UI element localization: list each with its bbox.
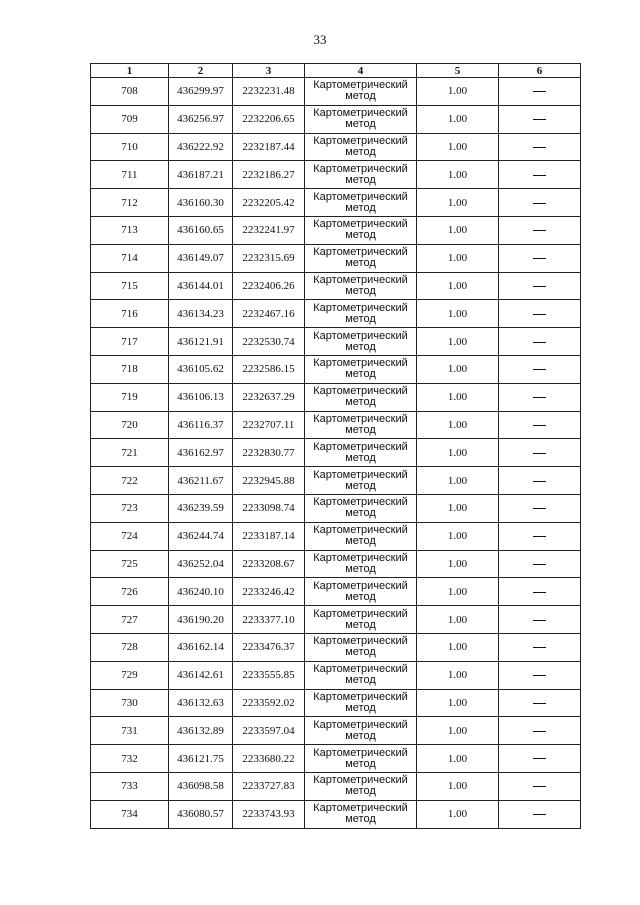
empty-dash-cell	[499, 383, 581, 411]
table-row	[91, 328, 581, 356]
accuracy-value: 1.00	[417, 800, 499, 828]
empty-dash-cell	[499, 439, 581, 467]
point-number: 724	[91, 522, 169, 550]
coordinate-x: 436121.75	[169, 745, 233, 773]
point-number: 712	[91, 189, 169, 217]
dash-mark	[533, 758, 546, 759]
method-line-2: метод	[345, 785, 376, 798]
method-cell	[305, 355, 417, 383]
point-number: 731	[91, 717, 169, 745]
method-line-1: Картометрический	[313, 190, 408, 203]
method-line-2: метод	[345, 729, 376, 742]
table-row	[91, 606, 581, 634]
method-line-2: метод	[345, 479, 376, 492]
method-line-2: метод	[345, 646, 376, 659]
method-line-1: Картометрический	[313, 162, 408, 175]
point-number: 714	[91, 244, 169, 272]
table-row	[91, 355, 581, 383]
header-col-3: 3	[233, 64, 305, 78]
empty-dash-cell	[499, 522, 581, 550]
method-cell	[305, 244, 417, 272]
table-row	[91, 745, 581, 773]
empty-dash-cell	[499, 606, 581, 634]
dash-mark	[533, 647, 546, 648]
method-line-1: Картометрический	[313, 134, 408, 147]
method-line-1: Картометрический	[313, 690, 408, 703]
empty-dash-cell	[499, 300, 581, 328]
method-cell	[305, 745, 417, 773]
coordinate-x: 436240.10	[169, 578, 233, 606]
accuracy-value: 1.00	[417, 300, 499, 328]
coordinate-x: 436190.20	[169, 606, 233, 634]
method-cell	[305, 78, 417, 106]
coordinate-y: 2233187.14	[233, 522, 305, 550]
dash-mark	[533, 703, 546, 704]
header-col-5: 5	[417, 64, 499, 78]
accuracy-value: 1.00	[417, 439, 499, 467]
method-line-1: Картометрический	[313, 218, 408, 231]
accuracy-value: 1.00	[417, 550, 499, 578]
coordinate-y: 2233246.42	[233, 578, 305, 606]
coordinate-y: 2233098.74	[233, 494, 305, 522]
coordinate-x: 436211.67	[169, 467, 233, 495]
empty-dash-cell	[499, 494, 581, 522]
accuracy-value: 1.00	[417, 633, 499, 661]
method-cell	[305, 383, 417, 411]
table-header-row	[91, 64, 581, 78]
method-cell	[305, 800, 417, 828]
header-col-6: 6	[499, 64, 581, 78]
method-line-2: метод	[345, 312, 376, 325]
coordinate-x: 436116.37	[169, 411, 233, 439]
empty-dash-cell	[499, 272, 581, 300]
accuracy-value: 1.00	[417, 161, 499, 189]
method-line-1: Картометрический	[313, 273, 408, 286]
accuracy-value: 1.00	[417, 216, 499, 244]
table-row	[91, 189, 581, 217]
empty-dash-cell	[499, 717, 581, 745]
accuracy-value: 1.00	[417, 745, 499, 773]
accuracy-value: 1.00	[417, 467, 499, 495]
empty-dash-cell	[499, 105, 581, 133]
table-row	[91, 550, 581, 578]
table-row	[91, 161, 581, 189]
table-row	[91, 105, 581, 133]
dash-mark	[533, 258, 546, 259]
method-cell	[305, 633, 417, 661]
table-row	[91, 717, 581, 745]
point-number: 729	[91, 661, 169, 689]
accuracy-value: 1.00	[417, 772, 499, 800]
coordinate-y: 2232187.44	[233, 133, 305, 161]
point-number: 727	[91, 606, 169, 634]
table-row	[91, 578, 581, 606]
method-line-1: Картометрический	[313, 802, 408, 815]
method-cell	[305, 411, 417, 439]
method-line-1: Картометрический	[313, 635, 408, 648]
method-cell	[305, 522, 417, 550]
coordinate-x: 436244.74	[169, 522, 233, 550]
empty-dash-cell	[499, 216, 581, 244]
dash-mark	[533, 425, 546, 426]
coordinate-x: 436121.91	[169, 328, 233, 356]
method-line-2: метод	[345, 674, 376, 687]
method-line-2: метод	[345, 451, 376, 464]
empty-dash-cell	[499, 661, 581, 689]
method-cell	[305, 272, 417, 300]
method-line-1: Картометрический	[313, 774, 408, 787]
table-row	[91, 383, 581, 411]
method-line-1: Картометрический	[313, 663, 408, 676]
header-col-1: 1	[91, 64, 169, 78]
accuracy-value: 1.00	[417, 133, 499, 161]
method-line-1: Картометрический	[313, 718, 408, 731]
accuracy-value: 1.00	[417, 328, 499, 356]
coordinate-x: 436162.97	[169, 439, 233, 467]
coordinate-y: 2233743.93	[233, 800, 305, 828]
empty-dash-cell	[499, 133, 581, 161]
point-number: 719	[91, 383, 169, 411]
table-row	[91, 411, 581, 439]
empty-dash-cell	[499, 772, 581, 800]
coordinate-x: 436132.89	[169, 717, 233, 745]
header-col-2: 2	[169, 64, 233, 78]
dash-mark	[533, 342, 546, 343]
dash-mark	[533, 675, 546, 676]
point-number: 726	[91, 578, 169, 606]
dash-mark	[533, 147, 546, 148]
table-row	[91, 633, 581, 661]
dash-mark	[533, 536, 546, 537]
method-cell	[305, 606, 417, 634]
method-line-2: метод	[345, 145, 376, 158]
method-line-1: Картометрический	[313, 412, 408, 425]
table-row	[91, 216, 581, 244]
table-row	[91, 467, 581, 495]
coordinate-y: 2232186.27	[233, 161, 305, 189]
table-row	[91, 439, 581, 467]
empty-dash-cell	[499, 467, 581, 495]
method-line-2: метод	[345, 90, 376, 103]
empty-dash-cell	[499, 328, 581, 356]
coordinate-x: 436160.65	[169, 216, 233, 244]
method-line-1: Картометрический	[313, 440, 408, 453]
point-number: 710	[91, 133, 169, 161]
empty-dash-cell	[499, 689, 581, 717]
method-cell	[305, 689, 417, 717]
point-number: 730	[91, 689, 169, 717]
dash-mark	[533, 175, 546, 176]
point-number: 723	[91, 494, 169, 522]
coordinate-x: 436080.57	[169, 800, 233, 828]
point-number: 725	[91, 550, 169, 578]
coordinate-y: 2232637.29	[233, 383, 305, 411]
method-line-1: Картометрический	[313, 551, 408, 564]
method-line-2: метод	[345, 340, 376, 353]
table-row	[91, 689, 581, 717]
coordinate-y: 2233476.37	[233, 633, 305, 661]
method-cell	[305, 216, 417, 244]
table-row	[91, 772, 581, 800]
dash-mark	[533, 369, 546, 370]
coordinate-y: 2232707.11	[233, 411, 305, 439]
accuracy-value: 1.00	[417, 494, 499, 522]
point-number: 721	[91, 439, 169, 467]
accuracy-value: 1.00	[417, 78, 499, 106]
point-number: 708	[91, 78, 169, 106]
table-row	[91, 300, 581, 328]
method-line-1: Картометрический	[313, 468, 408, 481]
accuracy-value: 1.00	[417, 105, 499, 133]
coordinate-y: 2233592.02	[233, 689, 305, 717]
coordinate-x: 436162.14	[169, 633, 233, 661]
coordinate-x: 436239.59	[169, 494, 233, 522]
coordinate-y: 2233597.04	[233, 717, 305, 745]
empty-dash-cell	[499, 800, 581, 828]
method-line-1: Картометрический	[313, 524, 408, 537]
accuracy-value: 1.00	[417, 689, 499, 717]
coordinate-y: 2233680.22	[233, 745, 305, 773]
empty-dash-cell	[499, 189, 581, 217]
coordinate-x: 436149.07	[169, 244, 233, 272]
method-cell	[305, 189, 417, 217]
table-row	[91, 661, 581, 689]
method-line-1: Картометрический	[313, 246, 408, 259]
coordinate-y: 2232241.97	[233, 216, 305, 244]
accuracy-value: 1.00	[417, 272, 499, 300]
coordinate-x: 436187.21	[169, 161, 233, 189]
method-line-1: Картометрический	[313, 107, 408, 120]
method-cell	[305, 133, 417, 161]
point-number: 718	[91, 355, 169, 383]
method-line-2: метод	[345, 284, 376, 297]
point-number: 728	[91, 633, 169, 661]
method-cell	[305, 439, 417, 467]
dash-mark	[533, 119, 546, 120]
method-cell	[305, 328, 417, 356]
coordinate-x: 436252.04	[169, 550, 233, 578]
method-cell	[305, 494, 417, 522]
coordinate-y: 2233727.83	[233, 772, 305, 800]
point-number: 733	[91, 772, 169, 800]
method-line-1: Картометрический	[313, 301, 408, 314]
coordinate-x: 436134.23	[169, 300, 233, 328]
point-number: 711	[91, 161, 169, 189]
method-line-2: метод	[345, 229, 376, 242]
method-line-2: метод	[345, 590, 376, 603]
method-line-1: Картометрический	[313, 746, 408, 759]
coordinate-x: 436106.13	[169, 383, 233, 411]
method-cell	[305, 550, 417, 578]
method-line-2: метод	[345, 535, 376, 548]
accuracy-value: 1.00	[417, 578, 499, 606]
coordinate-x: 436132.63	[169, 689, 233, 717]
point-number: 722	[91, 467, 169, 495]
coordinate-y: 2232206.65	[233, 105, 305, 133]
coordinate-y: 2232830.77	[233, 439, 305, 467]
coordinate-x: 436256.97	[169, 105, 233, 133]
dash-mark	[533, 397, 546, 398]
coordinate-y: 2232231.48	[233, 78, 305, 106]
method-line-2: метод	[345, 618, 376, 631]
coordinate-y: 2233377.10	[233, 606, 305, 634]
dash-mark	[533, 230, 546, 231]
point-number: 720	[91, 411, 169, 439]
method-line-2: метод	[345, 507, 376, 520]
coordinate-y: 2232586.15	[233, 355, 305, 383]
dash-mark	[533, 508, 546, 509]
coordinate-y: 2232945.88	[233, 467, 305, 495]
method-line-1: Картометрический	[313, 385, 408, 398]
dash-mark	[533, 203, 546, 204]
coordinate-y: 2233555.85	[233, 661, 305, 689]
accuracy-value: 1.00	[417, 189, 499, 217]
empty-dash-cell	[499, 78, 581, 106]
method-line-1: Картометрический	[313, 607, 408, 620]
empty-dash-cell	[499, 745, 581, 773]
dash-mark	[533, 453, 546, 454]
method-line-2: метод	[345, 396, 376, 409]
empty-dash-cell	[499, 244, 581, 272]
accuracy-value: 1.00	[417, 244, 499, 272]
method-line-2: метод	[345, 757, 376, 770]
empty-dash-cell	[499, 411, 581, 439]
empty-dash-cell	[499, 633, 581, 661]
page-number: 33	[313, 32, 327, 47]
coordinate-x: 436098.58	[169, 772, 233, 800]
table-row	[91, 494, 581, 522]
dash-mark	[533, 620, 546, 621]
coordinate-y: 2233208.67	[233, 550, 305, 578]
dash-mark	[533, 481, 546, 482]
method-cell	[305, 717, 417, 745]
accuracy-value: 1.00	[417, 383, 499, 411]
coordinate-x: 436105.62	[169, 355, 233, 383]
coordinate-y: 2232205.42	[233, 189, 305, 217]
coordinate-x: 436222.92	[169, 133, 233, 161]
method-line-2: метод	[345, 562, 376, 575]
method-line-2: метод	[345, 118, 376, 131]
point-number: 713	[91, 216, 169, 244]
table-row	[91, 800, 581, 828]
method-line-1: Картометрический	[313, 357, 408, 370]
method-line-1: Картометрический	[313, 329, 408, 342]
coordinate-y: 2232467.16	[233, 300, 305, 328]
dash-mark	[533, 786, 546, 787]
coordinate-x: 436144.01	[169, 272, 233, 300]
table-row	[91, 78, 581, 106]
point-number: 715	[91, 272, 169, 300]
coordinate-x: 436142.61	[169, 661, 233, 689]
accuracy-value: 1.00	[417, 606, 499, 634]
dash-mark	[533, 592, 546, 593]
method-line-2: метод	[345, 423, 376, 436]
dash-mark	[533, 314, 546, 315]
coordinate-y: 2232406.26	[233, 272, 305, 300]
method-cell	[305, 300, 417, 328]
point-number: 716	[91, 300, 169, 328]
accuracy-value: 1.00	[417, 522, 499, 550]
method-cell	[305, 105, 417, 133]
table-row	[91, 133, 581, 161]
header-col-4: 4	[305, 64, 417, 78]
table-row	[91, 522, 581, 550]
method-line-2: метод	[345, 701, 376, 714]
table-row	[91, 244, 581, 272]
method-line-2: метод	[345, 257, 376, 270]
empty-dash-cell	[499, 578, 581, 606]
method-cell	[305, 161, 417, 189]
point-number: 709	[91, 105, 169, 133]
dash-mark	[533, 91, 546, 92]
accuracy-value: 1.00	[417, 717, 499, 745]
coordinate-y: 2232315.69	[233, 244, 305, 272]
accuracy-value: 1.00	[417, 355, 499, 383]
empty-dash-cell	[499, 550, 581, 578]
method-line-2: метод	[345, 201, 376, 214]
coordinates-table	[90, 63, 581, 829]
coordinate-y: 2232530.74	[233, 328, 305, 356]
dash-mark	[533, 814, 546, 815]
coordinate-x: 436299.97	[169, 78, 233, 106]
dash-mark	[533, 286, 546, 287]
point-number: 734	[91, 800, 169, 828]
method-line-1: Картометрический	[313, 579, 408, 592]
method-line-2: метод	[345, 368, 376, 381]
empty-dash-cell	[499, 161, 581, 189]
point-number: 717	[91, 328, 169, 356]
accuracy-value: 1.00	[417, 661, 499, 689]
method-line-2: метод	[345, 813, 376, 826]
method-cell	[305, 772, 417, 800]
method-cell	[305, 578, 417, 606]
accuracy-value: 1.00	[417, 411, 499, 439]
empty-dash-cell	[499, 355, 581, 383]
table-row	[91, 272, 581, 300]
method-line-1: Картометрический	[313, 496, 408, 509]
method-line-1: Картометрический	[313, 79, 408, 92]
point-number: 732	[91, 745, 169, 773]
coordinate-x: 436160.30	[169, 189, 233, 217]
method-line-2: метод	[345, 173, 376, 186]
method-cell	[305, 467, 417, 495]
dash-mark	[533, 731, 546, 732]
dash-mark	[533, 564, 546, 565]
method-cell	[305, 661, 417, 689]
